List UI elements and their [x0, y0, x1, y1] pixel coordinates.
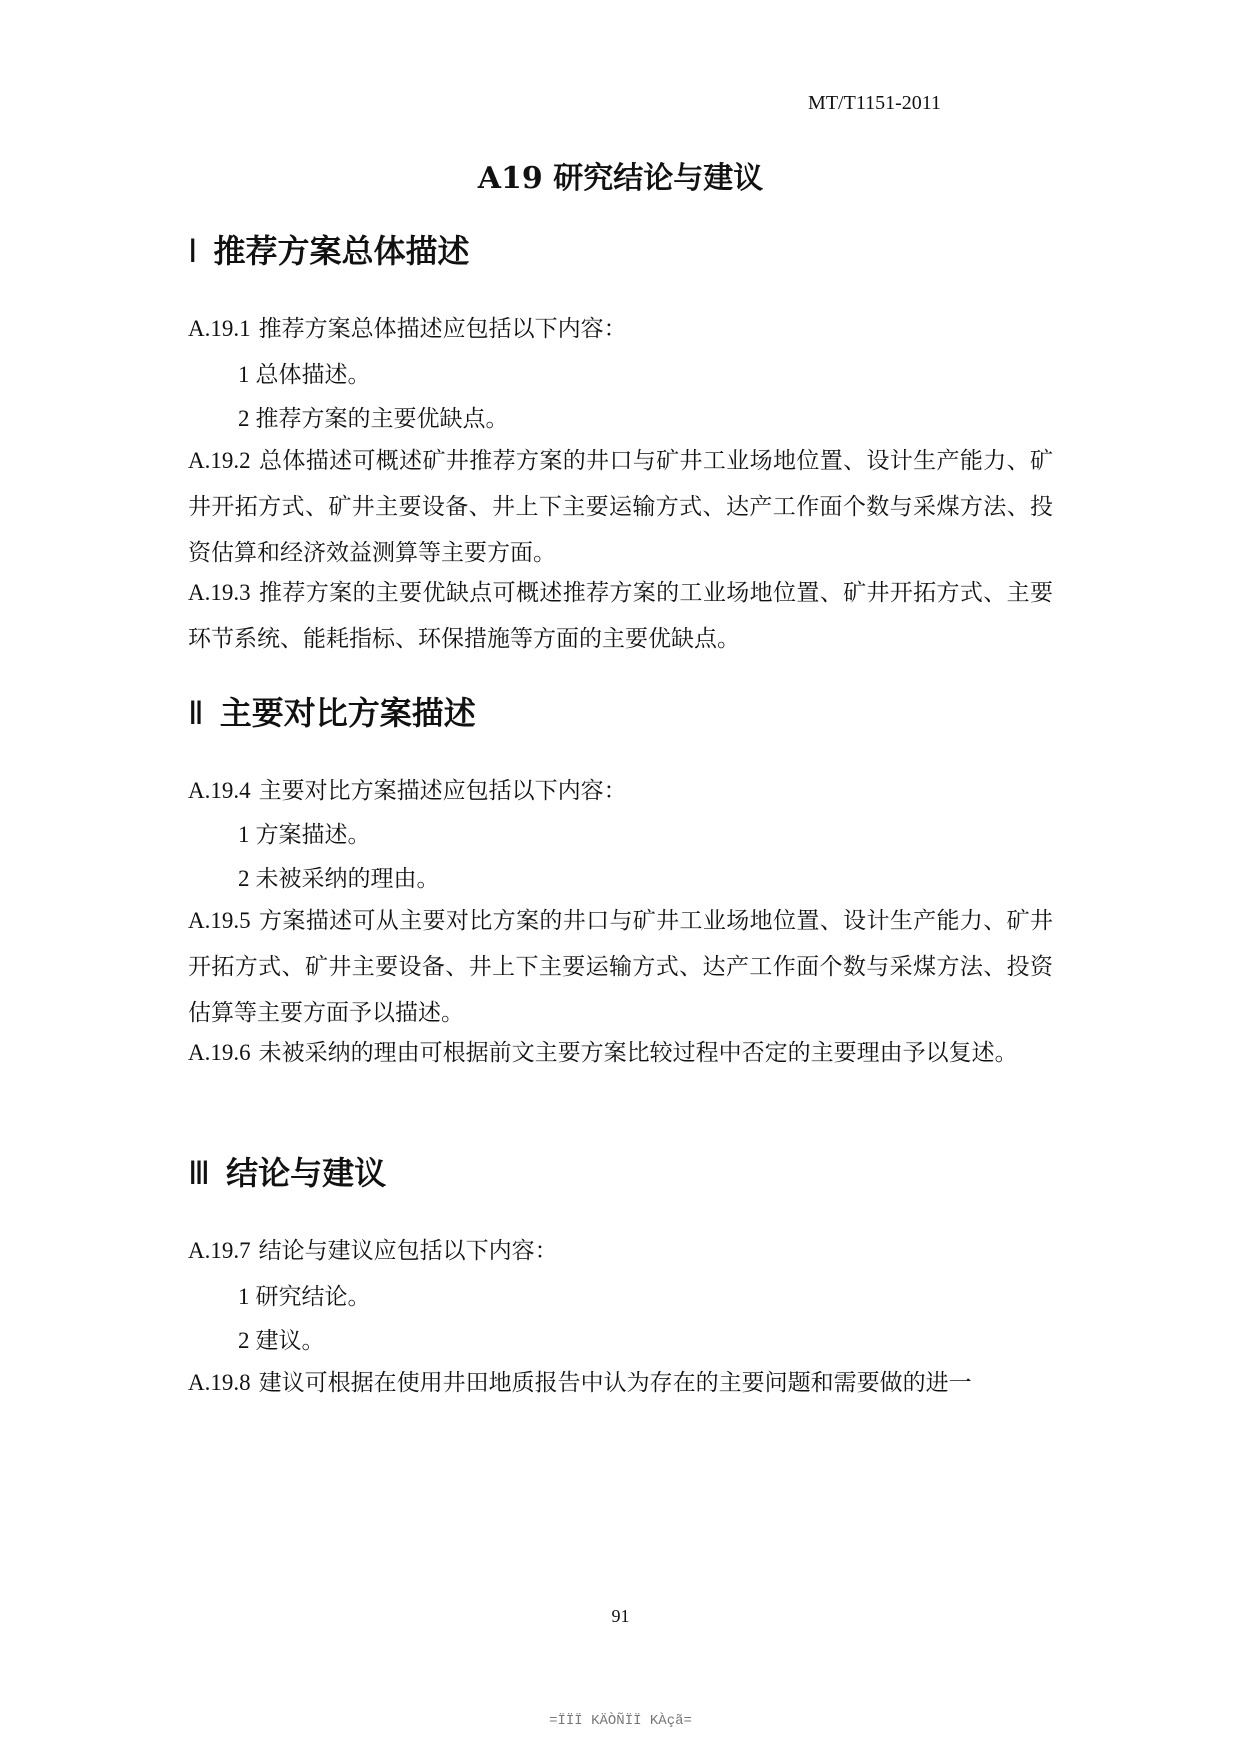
clause-id: A.19.1	[188, 316, 251, 341]
footer-watermark: =ÏÏÏ KÄÒÑÏÏ KÀçã=	[549, 1713, 692, 1729]
list-item	[238, 396, 509, 442]
item-text: 研究结论。	[255, 1284, 371, 1310]
list-item	[238, 856, 440, 902]
clause-a19-2	[188, 438, 1053, 576]
list-item	[238, 352, 371, 398]
clause-id: A.19.5	[188, 908, 251, 933]
clause-text: 总体描述可概述矿井推荐方案的井口与矿井工业场地位置、设计生产能力、矿井开拓方式、矿井主要设备、井上下主要运输方式、达产工作面个数与采煤方法、投资估算和经济效益测算等主要方面。	[188, 448, 1053, 566]
item-text: 推荐方案的主要优缺点。	[255, 406, 509, 432]
clause-a19-4	[188, 768, 1053, 814]
clause-text: 主要对比方案描述应包括以下内容：	[258, 778, 627, 804]
section-title: 推荐方案总体描述	[213, 232, 470, 270]
clause-text: 推荐方案的主要优缺点可概述推荐方案的工业场地位置、矿井开拓方式、主要环节系统、能耗指标、环保措施等方面的主要优缺点。	[188, 580, 1053, 652]
chapter-title: A19 研究结论与建议	[477, 161, 764, 196]
item-number: 1	[238, 1284, 250, 1309]
section-heading-3	[188, 1148, 386, 1194]
clause-a19-5	[188, 898, 1053, 1036]
clause-text: 方案描述可从主要对比方案的井口与矿井工业场地位置、设计生产能力、矿井开拓方式、矿井主要设备、井上下主要运输方式、达产工作面个数与采煤方法、投资估算等主要方面予以描述。	[188, 908, 1053, 1026]
clause-text: 推荐方案总体描述应包括以下内容：	[258, 316, 627, 342]
clause-text: 未被采纳的理由可根据前文主要方案比较过程中否定的主要理由予以复述。	[258, 1040, 1018, 1066]
clause-id: A.19.4	[188, 778, 251, 803]
clause-a19-6	[188, 1030, 1053, 1076]
clause-a19-8	[188, 1360, 1053, 1406]
page-number: 91	[611, 1606, 630, 1626]
section-number: Ⅱ	[188, 695, 204, 731]
item-text: 未被采纳的理由。	[255, 866, 440, 892]
item-number: 1	[238, 822, 250, 847]
clause-text: 建议可根据在使用井田地质报告中认为存在的主要问题和需要做的进一	[258, 1370, 972, 1396]
section-number: Ⅰ	[188, 233, 198, 269]
item-text: 总体描述。	[255, 362, 371, 388]
clause-a19-1	[188, 306, 1053, 352]
item-number: 2	[238, 866, 250, 891]
item-number: 2	[238, 406, 250, 431]
clause-id: A.19.7	[188, 1238, 251, 1263]
list-item	[238, 812, 371, 858]
section-heading-1	[188, 226, 469, 272]
clause-a19-7	[188, 1228, 1053, 1274]
section-title: 主要对比方案描述	[219, 694, 476, 732]
list-item	[238, 1274, 371, 1320]
section-title: 结论与建议	[226, 1154, 387, 1192]
clause-id: A.19.8	[188, 1370, 251, 1395]
clause-text: 结论与建议应包括以下内容：	[258, 1238, 558, 1264]
item-text: 建议。	[255, 1328, 325, 1354]
clause-id: A.19.6	[188, 1040, 251, 1065]
section-heading-2	[188, 688, 476, 734]
clause-id: A.19.3	[188, 580, 251, 605]
clause-a19-3	[188, 570, 1053, 662]
section-number: Ⅲ	[188, 1155, 211, 1191]
list-item	[238, 1318, 325, 1364]
clause-id: A.19.2	[188, 448, 251, 473]
item-number: 1	[238, 362, 250, 387]
standard-number: MT/T1151-2011	[808, 92, 941, 114]
item-number: 2	[238, 1328, 250, 1353]
item-text: 方案描述。	[255, 822, 371, 848]
